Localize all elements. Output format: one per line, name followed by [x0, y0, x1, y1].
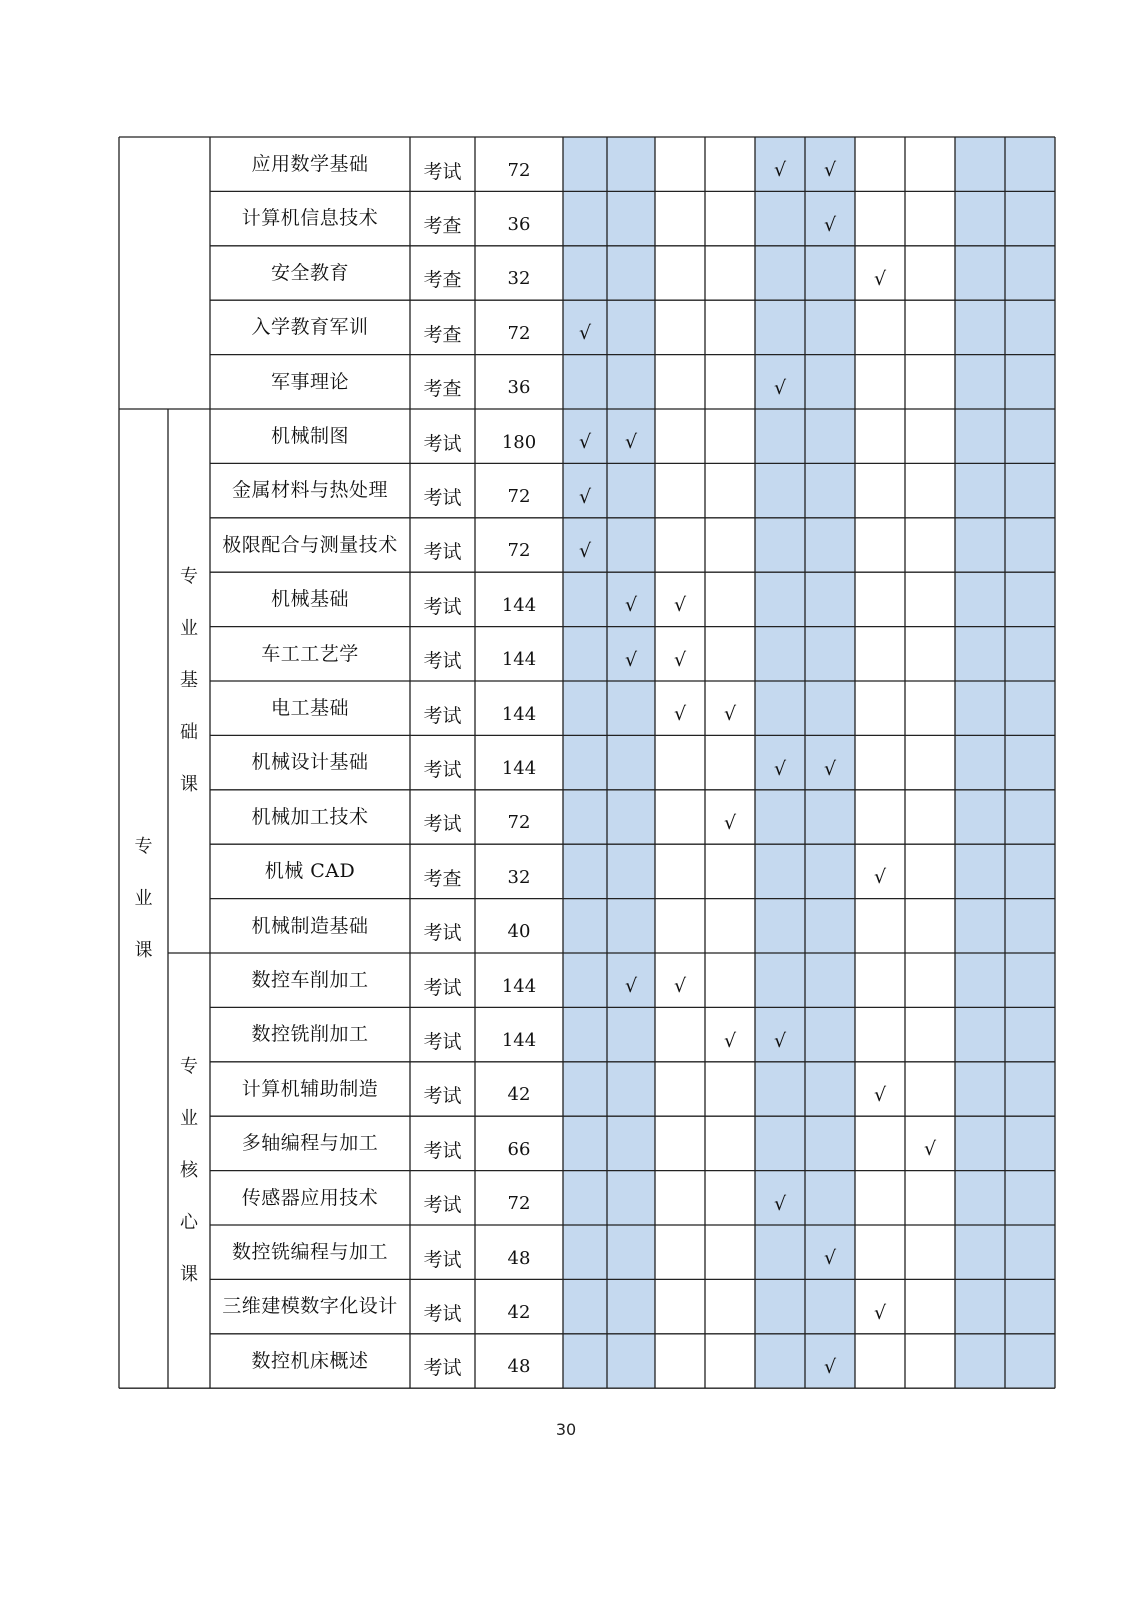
- course-hours: 32: [507, 866, 531, 888]
- semester-check-mark: √: [624, 648, 638, 671]
- group-label-foundation-char: 课: [180, 774, 198, 795]
- semester-check-mark: √: [723, 811, 737, 834]
- semester-check-mark: √: [823, 757, 837, 780]
- semester-check-mark: √: [773, 376, 787, 399]
- semester-check-mark: √: [578, 539, 592, 562]
- assessment-type: 考试: [423, 1303, 462, 1326]
- semester-check-mark: √: [873, 1083, 887, 1106]
- course-hours: 72: [507, 540, 531, 562]
- assessment-type: 考查: [423, 215, 462, 238]
- course-name: 数控机床概述: [251, 1349, 369, 1372]
- group-label-foundation-char: 专: [180, 566, 198, 587]
- semester-check-mark: √: [624, 431, 638, 454]
- semester-check-mark: √: [673, 703, 687, 726]
- course-name: 传感器应用技术: [241, 1186, 379, 1209]
- course-hours: 36: [507, 377, 531, 399]
- group-label-foundation: [168, 551, 210, 811]
- assessment-type: 考查: [423, 269, 462, 292]
- semester-check-mark: √: [823, 1355, 837, 1378]
- course-hours: 48: [507, 1247, 531, 1269]
- course-name: 计算机辅助制造: [241, 1077, 379, 1100]
- group-label-core-char: 业: [180, 1107, 198, 1129]
- assessment-type: 考试: [423, 922, 462, 945]
- course-hours: 144: [501, 1030, 537, 1052]
- semester-check-mark: √: [673, 975, 687, 998]
- group-label-major-char: 业: [134, 887, 153, 909]
- semester-check-mark: √: [773, 159, 787, 182]
- course-hours: 40: [507, 921, 531, 943]
- shaded-column: [955, 137, 1005, 1388]
- semester-check-mark: √: [873, 866, 887, 889]
- assessment-type: 考试: [423, 1031, 462, 1054]
- group-label-foundation-char: 基: [180, 670, 198, 691]
- course-name: 多轴编程与加工: [241, 1132, 379, 1155]
- course-hours: 144: [501, 975, 537, 997]
- course-hours: 72: [507, 159, 531, 181]
- course-name: 机械设计基础: [251, 751, 369, 774]
- shaded-column: [1005, 137, 1055, 1388]
- assessment-type: 考试: [423, 1194, 462, 1217]
- group-label-core-char: 心: [180, 1211, 198, 1233]
- semester-check-mark: √: [923, 1138, 937, 1161]
- semester-check-mark: √: [873, 1301, 887, 1324]
- course-name: 安全教育: [270, 261, 349, 284]
- group-label-core-char: 专: [180, 1055, 198, 1077]
- course-name: 机械 CAD: [264, 860, 356, 883]
- course-name: 机械制图: [270, 425, 349, 447]
- assessment-type: 考查: [423, 378, 462, 401]
- assessment-type: 考试: [423, 487, 462, 510]
- group-label-foundation-char: 础: [180, 722, 198, 743]
- assessment-type: 考试: [423, 704, 462, 727]
- course-name: 机械加工技术: [251, 805, 369, 828]
- semester-check-mark: √: [823, 1247, 837, 1270]
- group-label-major-char: 专: [134, 835, 153, 857]
- semester-check-mark: √: [873, 267, 887, 290]
- assessment-type: 考查: [423, 323, 462, 346]
- shaded-column: [607, 137, 655, 1388]
- course-name: 车工工艺学: [261, 642, 359, 665]
- course-hours: 42: [507, 1302, 531, 1324]
- course-name: 数控铣削加工: [251, 1023, 369, 1046]
- course-hours: 36: [507, 214, 531, 236]
- assessment-type: 考试: [423, 759, 462, 782]
- page-number: 30: [555, 1420, 577, 1439]
- course-name: 极限配合与测量技术: [222, 533, 398, 556]
- course-name: 机械基础: [270, 588, 349, 611]
- course-hours: 42: [507, 1084, 531, 1106]
- group-label-core-char: 课: [180, 1263, 198, 1285]
- course-hours: 48: [507, 1356, 531, 1378]
- group-label-major: [119, 821, 168, 977]
- course-hours: 72: [507, 322, 531, 344]
- course-hours: 144: [501, 594, 537, 616]
- semester-check-mark: √: [823, 213, 837, 236]
- assessment-type: 考试: [423, 1085, 462, 1108]
- course-name: 数控车削加工: [251, 969, 369, 991]
- course-hours: 180: [501, 431, 537, 453]
- semester-check-mark: √: [723, 703, 737, 726]
- assessment-type: 考试: [423, 813, 462, 836]
- course-name: 机械制造基础: [251, 914, 369, 937]
- assessment-type: 考试: [423, 595, 462, 618]
- semester-check-mark: √: [673, 594, 687, 617]
- assessment-type: 考试: [423, 976, 462, 999]
- course-name: 军事理论: [270, 370, 349, 393]
- course-hours: 144: [501, 703, 537, 725]
- assessment-type: 考试: [423, 432, 462, 455]
- semester-check-mark: √: [673, 648, 687, 671]
- semester-check-mark: √: [624, 975, 638, 998]
- group-label-core: [168, 1041, 210, 1301]
- course-name: 计算机信息技术: [241, 207, 379, 230]
- group-label-core-char: 核: [180, 1159, 198, 1181]
- course-name: 数控铣编程与加工: [231, 1241, 388, 1263]
- course-hours: 144: [501, 758, 537, 780]
- semester-check-mark: √: [578, 431, 592, 454]
- course-hours: 66: [507, 1138, 531, 1160]
- assessment-type: 考试: [423, 650, 462, 673]
- assessment-type: 考查: [423, 867, 462, 890]
- course-name: 应用数学基础: [251, 153, 369, 175]
- course-name: 入学教育军训: [251, 316, 369, 339]
- course-name: 金属材料与热处理: [231, 479, 388, 502]
- assessment-type: 考试: [423, 1139, 462, 1162]
- group-label-major-char: 课: [134, 939, 153, 961]
- course-hours: 72: [507, 812, 531, 834]
- course-name: 三维建模数字化设计: [222, 1295, 398, 1318]
- assessment-type: 考试: [423, 1248, 462, 1271]
- group-label-foundation-char: 业: [180, 618, 198, 639]
- assessment-type: 考试: [423, 541, 462, 564]
- semester-check-mark: √: [773, 757, 787, 780]
- course-hours: 32: [507, 268, 531, 290]
- semester-check-mark: √: [773, 1029, 787, 1052]
- course-hours: 144: [501, 649, 537, 671]
- semester-check-mark: √: [773, 1192, 787, 1215]
- semester-check-mark: √: [823, 159, 837, 182]
- assessment-type: 考试: [423, 1357, 462, 1380]
- assessment-type: 考试: [423, 160, 462, 183]
- course-hours: 72: [507, 1193, 531, 1215]
- semester-check-mark: √: [578, 322, 592, 345]
- course-hours: 72: [507, 486, 531, 508]
- semester-check-mark: √: [723, 1029, 737, 1052]
- semester-check-mark: √: [624, 594, 638, 617]
- course-name: 电工基础: [270, 697, 349, 719]
- semester-check-mark: √: [578, 485, 592, 508]
